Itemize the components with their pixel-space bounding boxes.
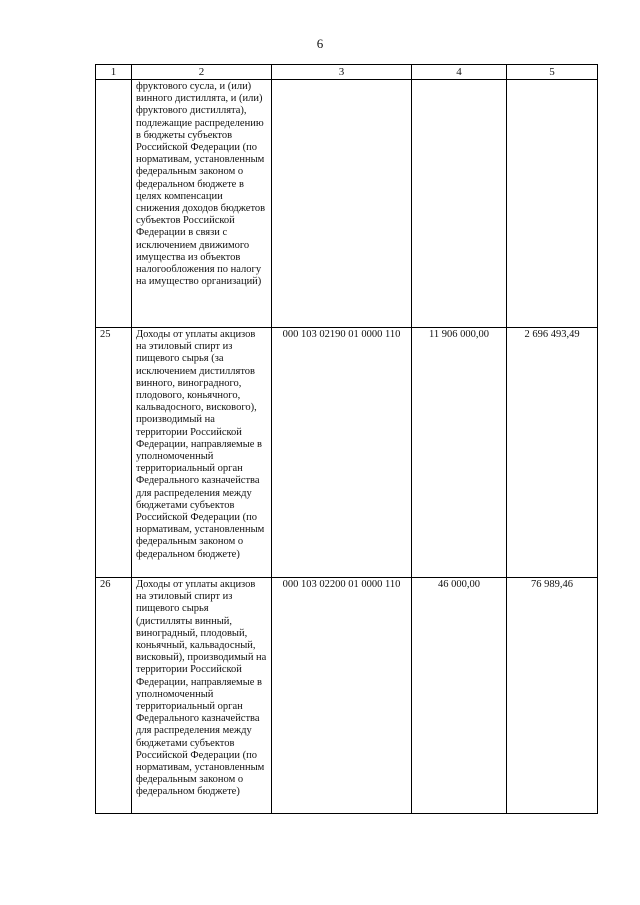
- column-header-3: 3: [272, 65, 412, 80]
- column-header-1: 1: [96, 65, 132, 80]
- row-name-cell: Доходы от уплаты акцизов на этиловый спирт из пищевого сырья (за исключением дистиллятов винного, виноградного, плодового, коньячного, кальвадосного, вискового), производимый на территории Российской Федерации, направляемые в уполномоченный территориальный орган Федерального казначейства для распределения между бюджетами субъектов Российской Федерации (по нормативам, установленным федеральным законом о федеральном бюджете): [132, 328, 272, 578]
- header-row: [96, 65, 598, 80]
- row-actual-cell: [507, 80, 598, 328]
- row-number-cell: 26: [96, 578, 132, 814]
- row-number-cell: 25: [96, 328, 132, 578]
- row-number-cell: [96, 80, 132, 328]
- row-code-cell: 000 103 02190 01 0000 110: [272, 328, 412, 578]
- revenue-table: [95, 64, 598, 814]
- column-header-2: 2: [132, 65, 272, 80]
- table-row: [96, 80, 598, 328]
- row-code-cell: 000 103 02200 01 0000 110: [272, 578, 412, 814]
- column-header-5: 5: [507, 65, 598, 80]
- page-number: 6: [316, 36, 324, 51]
- row-name-cell: Доходы от уплаты акцизов на этиловый спирт из пищевого сырья (дистилляты винный, виноградный, плодовый, коньячный, кальвадосный, висковый), производимый на территории Российской Федерации, направляемые в уполномоченный территориальный орган Федерального казначейства для распределения между бюджетами субъектов Российской Федерации (по нормативам, установленным федеральным законом о федеральном бюджете): [132, 578, 272, 814]
- table-row: [96, 328, 598, 578]
- row-actual-cell: 2 696 493,49: [507, 328, 598, 578]
- row-code-cell: [272, 80, 412, 328]
- table-row: [96, 578, 598, 814]
- row-plan-cell: 46 000,00: [412, 578, 507, 814]
- row-plan-cell: [412, 80, 507, 328]
- row-plan-cell: 11 906 000,00: [412, 328, 507, 578]
- row-actual-cell: 76 989,46: [507, 578, 598, 814]
- column-header-4: 4: [412, 65, 507, 80]
- row-name-cell: фруктового сусла, и (или) винного дистиллята, и (или) фруктового дистиллята), подлежащие распределению в бюджеты субъектов Российской Федерации (по нормативам, установленным федеральным законом о федеральном бюджете в целях компенсации снижения доходов бюджетов субъектов Российской Федерации в связи с исключением движимого имущества из объектов налогообложения по налогу на имущество организаций): [132, 80, 272, 328]
